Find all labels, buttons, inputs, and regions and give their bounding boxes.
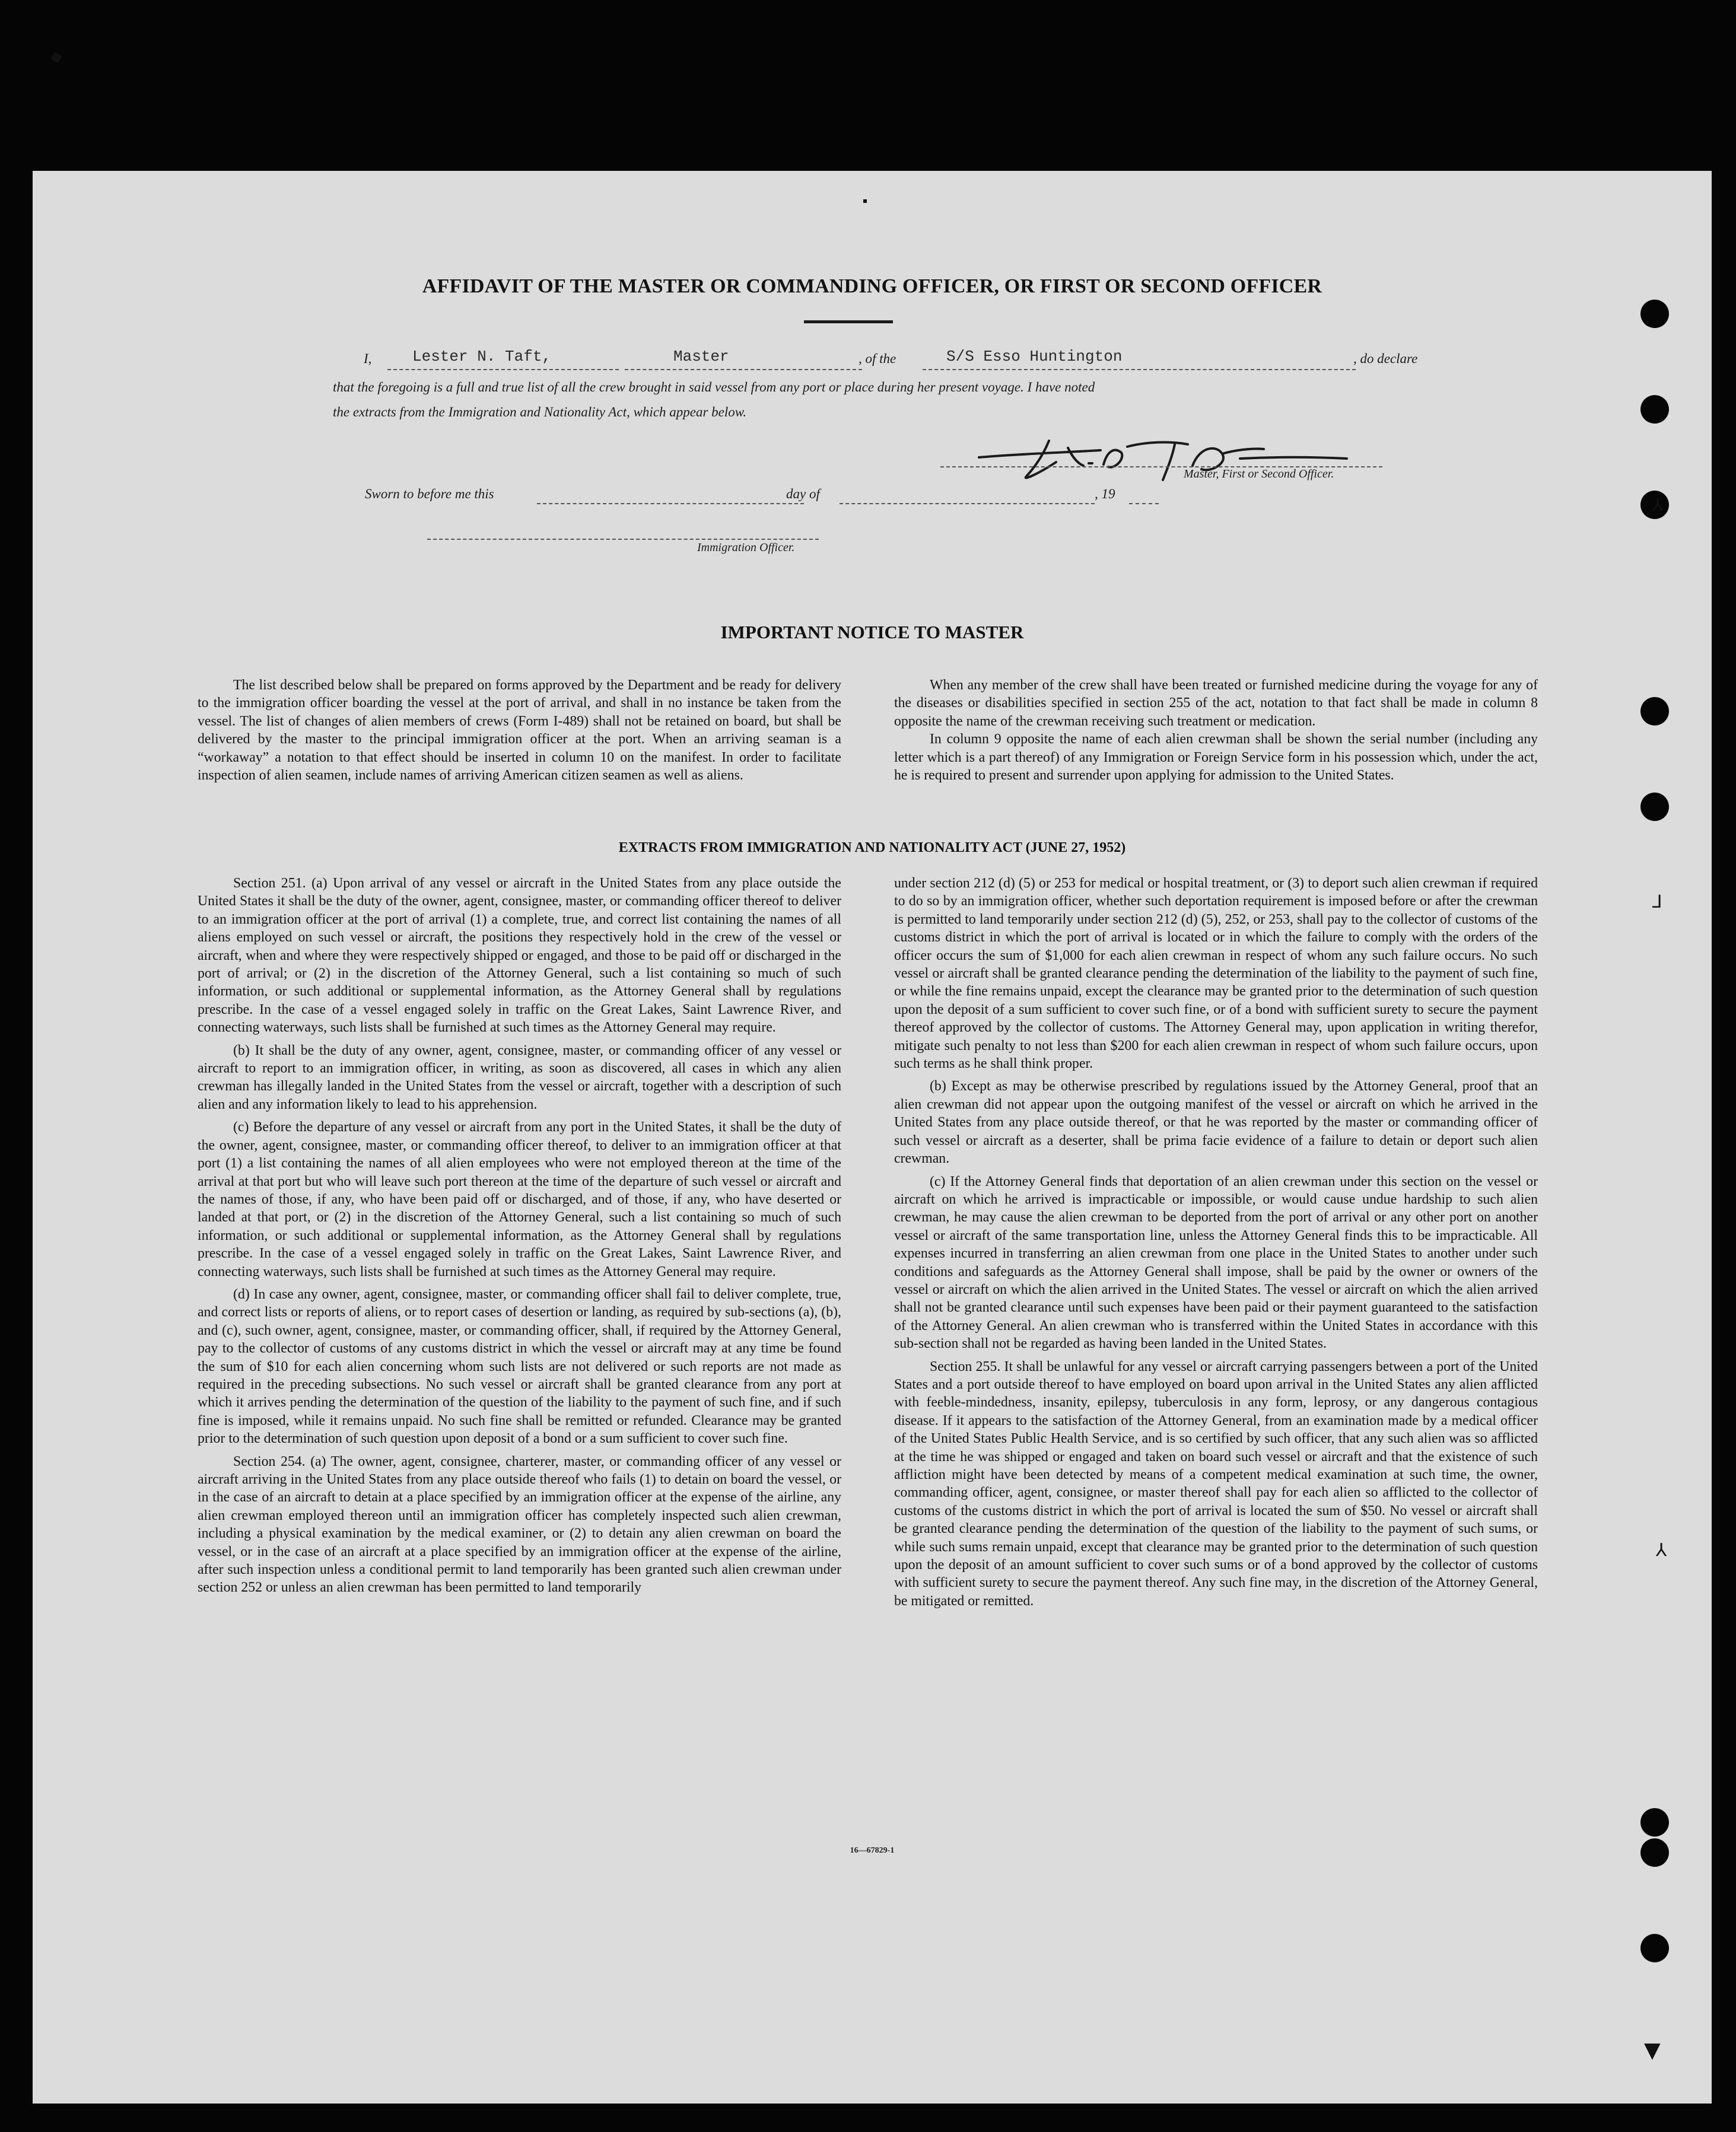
extract-paragraph: Section 254. (a) The owner, agent, consignee, charterer, master, or commanding officer of any vessel or aircraft arriving in the United States from any place outside thereof who fails (1) to detain on board the vessel, or in the case of an aircraft to detain at a place specified by an immigration officer at the expense of the airline, any alien crewman employed thereon until an immigration officer has completely inspected such alien crewman, including a physical examination by the medical examiner, or (2) to detain any alien crewman on board the vessel, or in the case of an aircraft at a place specified by an immigration officer at the expense of the airline, after such inspection unless a conditional permit to land temporarily has been granted such alien crewman under section 252 or unless an alien crewman has been permitted to land temporarily (198, 1453, 841, 1596)
do-declare-label: , do declare (1353, 351, 1418, 366)
extract-paragraph: (c) Before the departure of any vessel or aircraft from any port in the United States, it shall be the duty of the owner, agent, consignee, master, or commanding officer thereof, to deliver to an immigration officer at that port (1) a list containing the names of all alien employees who were not employed thereon at the time of the arrival at that port but who will leave such port thereon at the time of the departure of such vessel or aircraft and the names of those, if any, who have been paid off or discharged, and of those, if any, who have deserted or landed at that port, or (2) in the discretion of the Attorney General, such a list containing so much of such information, or such additional or supplemental information, as the Attorney General shall by regulations prescribe. In the case of a vessel engaged solely in traffic on the Great Lakes, Saint Lawrence River, and connecting waterways, such lists shall be furnished at such times as the Attorney General may require. (198, 1119, 841, 1280)
capacity-field: Master (673, 348, 729, 365)
signature-caption: Master, First or Second Officer. (1184, 467, 1334, 481)
sworn-day-line (537, 503, 804, 504)
notice-left-paragraph: The list described below shall be prepared on forms approved by the Department and be ready for delivery to the immigration officer boarding the vessel at the port of arrival, and shall in no instance be taken from the vessel. The list of changes of alien members of crews (Form I-489) shall not be retained on board, but shall be delivered by the master to the principal immigration officer at the port. When an arriving seaman is a “workaway” a notation to that effect should be inserted in column 10 on the manifest. In order to facilitate inspection of alien seamen, include names of arriving American citizen seamen as well as aliens. (198, 677, 841, 784)
notice-right-column (894, 676, 1538, 789)
punch-hole (1640, 793, 1669, 821)
extract-paragraph: (b) Except as may be otherwise prescribed by regulations issued by the Attorney General, proof that an alien crewman did not appear upon the outgoing manifest of the vessel or aircraft on which he arrived in the United States from any place outside thereof, or that he was reported by the master or commanding officer of such vessel or aircraft as a deserter, shall be prima facie evidence of a failure to detain or deport such alien crewman. (894, 1078, 1538, 1167)
extracts-title: EXTRACTS FROM IMMIGRATION AND NATIONALITY ACT (JUNE 27, 1952) (618, 840, 1126, 855)
master-name-field: Lester N. Taft, (412, 348, 552, 365)
of-the-label: , of the (859, 351, 896, 366)
affidavit-line-3: the extracts from the Immigration and Nationality Act, which appear below. (333, 405, 747, 419)
margin-mark: ⅃ (1652, 892, 1662, 912)
extracts-left-column (198, 874, 841, 1602)
notice-right-paragraph-2: In column 9 opposite the name of each alien crewman shall be shown the serial number (including any letter which is a part thereof) of any Immigration or Foreign Service form in his possession which, under the act, he is required to present and surrender upon applying for admission to the United States. (894, 731, 1538, 784)
margin-mark: ⅄ (1656, 1540, 1667, 1561)
notice-title: IMPORTANT NOTICE TO MASTER (720, 622, 1024, 642)
officer-signature-line (427, 539, 819, 540)
day-of-label: day of (786, 486, 820, 501)
top-tick (863, 199, 867, 203)
document-page (33, 171, 1712, 2104)
punch-hole (1640, 1934, 1669, 1962)
notice-right-paragraph-1: When any member of the crew shall have been treated or furnished medicine during the voyage for any of the diseases or disabilities specified in section 255 of the act, notation to that fact shall be made in column 8 opposite the name of the crewman receiving such treatment or medication. (894, 677, 1538, 729)
title-rule (804, 320, 893, 323)
scan-speck (50, 52, 62, 63)
affidavit-i: I, (364, 351, 372, 366)
form-number: 16—67829-1 (850, 1846, 895, 1855)
extracts-right-column (894, 874, 1538, 1615)
sworn-label: Sworn to before me this (365, 486, 494, 501)
extract-paragraph: under section 212 (d) (5) or 253 for medical or hospital treatment, or (3) to deport such alien crewman if required to do so by an immigration officer, whether such deportation requirement is imposed before or after the crewman is permitted to land temporarily under section 212 (d) (5), 252, or 253, shall pay to the collector of customs of the customs district in which the port of arrival is located or in which the failure to comply with the orders of the officer occurs the sum of $1,000 for each alien crewman in respect of whom any such failure occurs. No such vessel or aircraft shall be granted clearance pending the determination of the liability to the payment of such fine, or while the fine remains unpaid, except the clearance may be granted prior to the determination of such question upon the deposit of a sum sufficient to cover such fine, or of a bond with sufficient surety to secure the payment thereof approved by the collector of customs. The Attorney General may, upon application in writing therefor, mitigate such penalty to not less than $200 for each alien crewman in respect of whom such failure occurs, upon such terms as he shall think proper. (894, 876, 1538, 1072)
vessel-field-line (923, 369, 1356, 370)
sworn-month-line (840, 503, 1095, 504)
punch-hole (1640, 395, 1669, 424)
vessel-name-field: S/S Esso Huntington (946, 348, 1123, 365)
affidavit-line-2: that the foregoing is a full and true list of all the crew brought in said vessel from any port or place during her present voyage. I have noted (333, 380, 1095, 394)
extract-paragraph: (d) In case any owner, agent, consignee, master, or commanding officer shall fail to deliver complete, true, and correct lists or reports of aliens, or to report cases of desertion or landing, as required by sub-sections (a), (b), and (c), such owner, agent, consignee, master, or commanding officer, shall, if required by the Attorney General, pay to the collector of customs of any customs district in which the vessel or aircraft may at any time be found the sum of $10 for each alien concerning whom such lists are not delivered or such reports are not made as required in the preceding subsections. No such vessel or aircraft shall be granted clearance from any port at which it arrives pending the determination of the question of the liability to the payment of such fine, and if such fine is imposed, while it remains unpaid. No such fine shall be remitted or refunded. Clearance may be granted prior to the determination of such question upon deposit of a bond or a sum sufficient to cover such fine. (198, 1286, 841, 1447)
extract-paragraph: (c) If the Attorney General finds that deportation of an alien crewman under this section on the vessel or aircraft on which he arrived is impracticable or impossible, or would cause undue hardship to such alien crewman, he may cause the alien crewman to be deported from the port of arrival or any other port on another vessel or aircraft of the same transportation line, unless the Attorney General finds this to be impracticable. All expenses incurred in transferring an alien crewman from one place in the United States to another under such conditions and safeguards as the Attorney General shall impose, shall be paid by the owner or owners of the vessel or aircraft on which the alien arrived in the United States. The vessel or aircraft on which the alien arrived shall not be granted clearance until such expenses have been paid or their payment guaranteed to the satisfaction of the Attorney General. An alien crewman who is transferred within the United States in accordance with this sub-section shall not be regarded as having been landed in the United States. (894, 1173, 1538, 1352)
notice-left-column (198, 676, 841, 789)
margin-mark: ▼ (1644, 2038, 1661, 2063)
year-label: , 19 (1095, 486, 1115, 501)
extract-paragraph: Section 255. It shall be unlawful for any vessel or aircraft carrying passengers between a port of the United States and a port outside thereof to have employed on board upon arrival in the United States any alien afflicted with feeble-mindedness, insanity, epilepsy, tuberculosis in any form, leprosy, or any dangerous contagious disease. If it appears to the satisfaction of the Attorney General, from an examination made by a medical officer of the United States Public Health Service, and is so certified by such officer, that any such alien was so afflicted at the time he was shipped or engaged and taken on board such vessel or aircraft and that the existence of such affliction might have been detected by means of a competent medical examination at such time, the owner, commanding officer, agent, consignee, or master thereof shall pay for each alien so afflicted to the collector of customs of the customs district in which the port of arrival is located the sum of $50. No vessel or aircraft shall be granted clearance pending the determination of the question of the liability to the payment of such sums, or while such sums remain unpaid, except that clearance may be granted prior to the determination of such question upon the deposit of an amount sufficient to cover such sums or of a bond approved by the collector of customs with sufficient surety to secure the payment thereof. Any such fine may, in the discretion of the Attorney General, be mitigated or remitted. (894, 1358, 1538, 1609)
sworn-year-line (1129, 503, 1159, 504)
margin-mark: ⅄ (1652, 495, 1664, 516)
punch-hole (1640, 1838, 1669, 1867)
extract-paragraph: (b) It shall be the duty of any owner, agent, consignee, master, or commanding officer of any vessel or aircraft to report to an immigration officer, in writing, as soon as discovered, all cases in which any alien crewman has illegally landed in the United States from the vessel or aircraft, together with a description of such alien and any information likely to lead to his apprehension. (198, 1042, 841, 1112)
officer-caption: Immigration Officer. (697, 541, 795, 554)
punch-hole (1640, 1808, 1669, 1837)
punch-hole (1640, 697, 1669, 725)
name-field-line (387, 369, 619, 370)
affidavit-title: AFFIDAVIT OF THE MASTER OR COMMANDING OFFICER, OR FIRST OR SECOND OFFICER (422, 275, 1322, 297)
capacity-field-line (625, 369, 862, 370)
extract-paragraph: Section 251. (a) Upon arrival of any vessel or aircraft in the United States from any place outside the United States it shall be the duty of the owner, agent, consignee, master, or commanding officer thereof to deliver to an immigration officer at the port of arrival (1) a complete, true, and correct list containing the names of all aliens employed on such vessel or aircraft, the positions they respectively hold in the crew of the vessel or aircraft, when and where they were respectively shipped or engaged, and those to be paid off or discharged in the port of arrival; or (2) in the discretion of the Attorney General, such a list containing so much of such information, or such additional or supplemental information, as the Attorney General shall by regulations prescribe. In the case of a vessel engaged solely in traffic on the Great Lakes, Saint Lawrence River, and connecting waterways, such lists shall be furnished at such times as the Attorney General may require. (198, 876, 841, 1036)
punch-hole (1640, 300, 1669, 328)
